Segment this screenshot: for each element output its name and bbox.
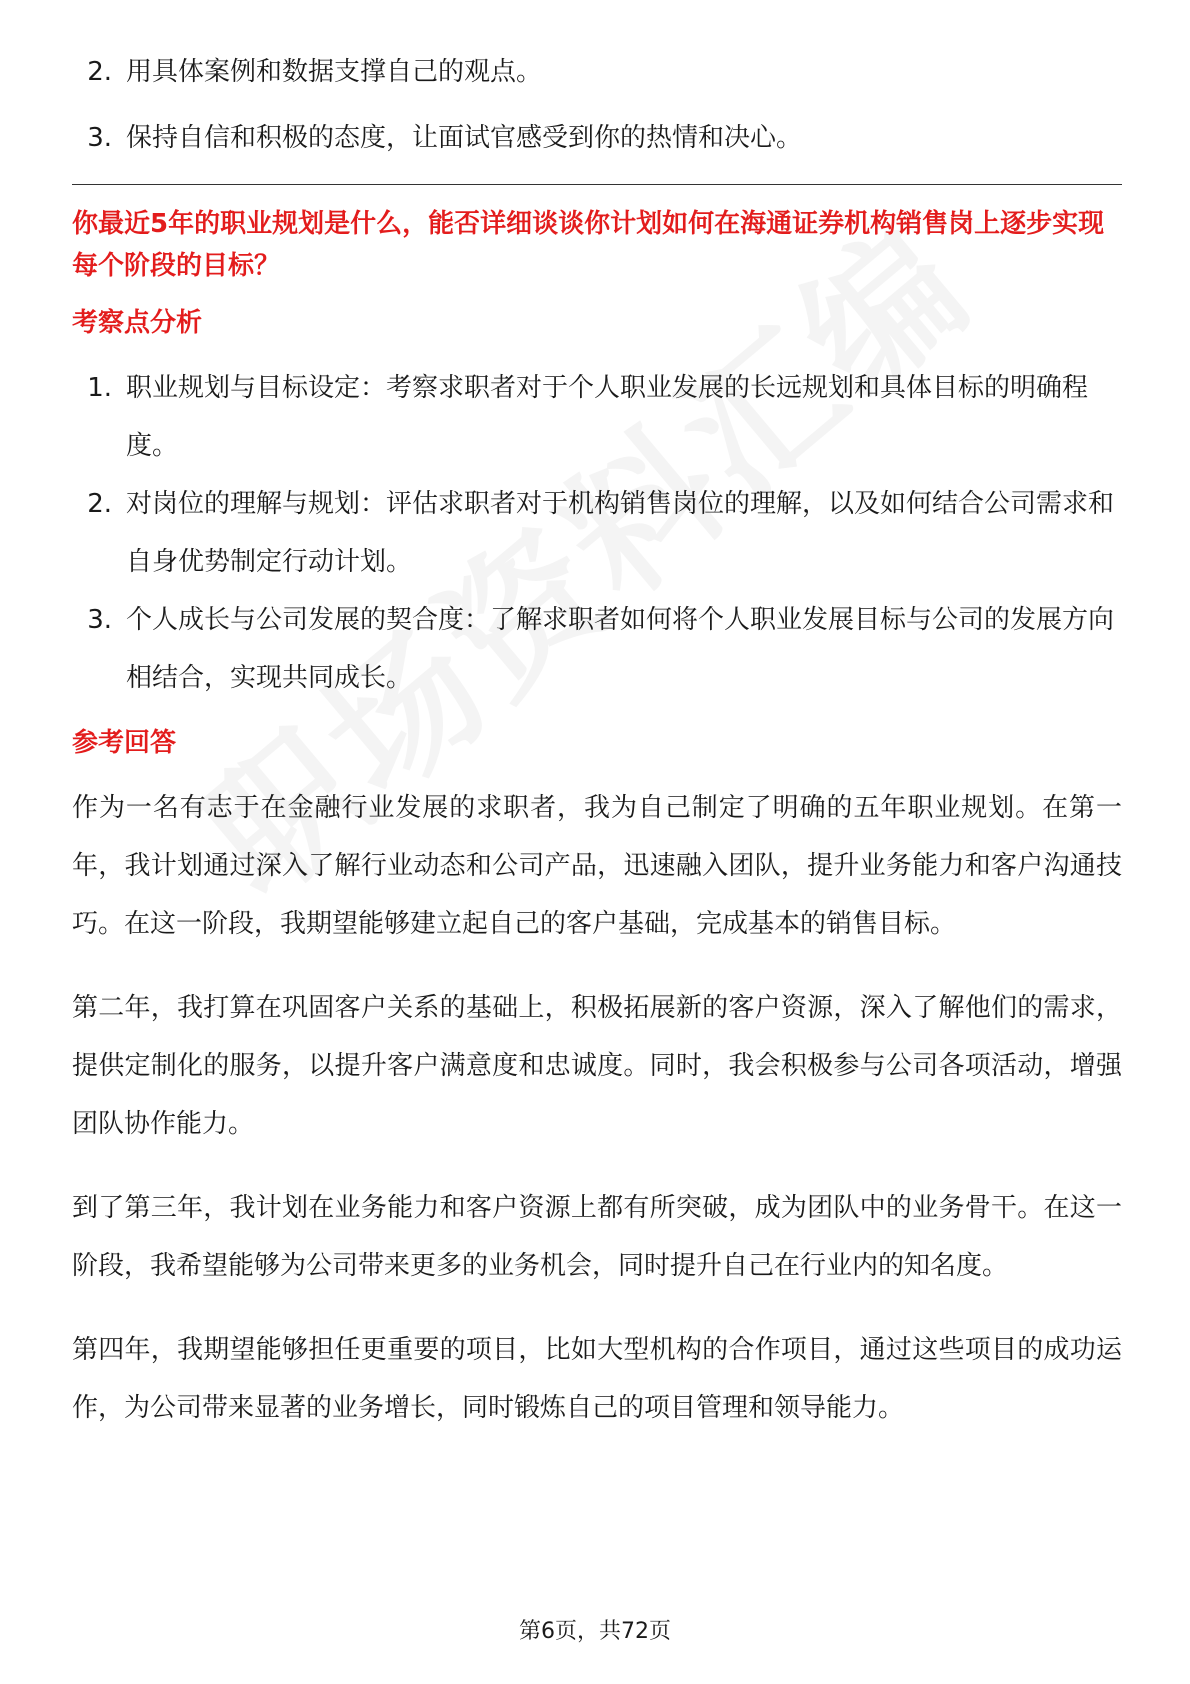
list-text: 职业规划与目标设定：考察求职者对于个人职业发展的长远规划和具体目标的明确程度。 bbox=[126, 373, 1089, 461]
answer-paragraph: 第四年，我期望能够担任更重要的项目，比如大型机构的合作项目，通过这些项目的成功运作，为公司带来显著的业务增长，同时锻炼自己的项目管理和领导能力。 bbox=[72, 1335, 1122, 1423]
page-content bbox=[72, 52, 1122, 1463]
page-number: 第6页，共72页 bbox=[519, 1619, 671, 1644]
answer-paragraph: 第二年，我打算在巩固客户关系的基础上，积极拓展新的客户资源，深入了解他们的需求，提供定制化的服务，以提升客户满意度和忠诚度。同时，我会积极参与公司各项活动，增强团队协作能力。 bbox=[72, 993, 1122, 1139]
list-item bbox=[72, 52, 1122, 92]
list-item bbox=[72, 591, 1122, 707]
answer-paragraph: 作为一名有志于在金融行业发展的求职者，我为自己制定了明确的五年职业规划。在第一年，我计划通过深入了解行业动态和公司产品，迅速融入团队，提升业务能力和客户沟通技巧。在这一阶段，我期望能够建立起自己的客户基础，完成基本的销售目标。 bbox=[72, 793, 1122, 939]
list-number: 1. bbox=[87, 373, 112, 403]
list-number: 3. bbox=[87, 123, 112, 153]
analysis-list bbox=[72, 359, 1122, 707]
list-text: 个人成长与公司发展的契合度：了解求职者如何将个人职业发展目标与公司的发展方向相结合，实现共同成长。 bbox=[126, 605, 1115, 693]
answer-paragraph: 到了第三年，我计划在业务能力和客户资源上都有所突破，成为团队中的业务骨干。在这一阶段，我希望能够为公司带来更多的业务机会，同时提升自己在行业内的知名度。 bbox=[72, 1193, 1122, 1281]
list-number: 2. bbox=[87, 57, 112, 87]
list-text: 对岗位的理解与规划：评估求职者对于机构销售岗位的理解，以及如何结合公司需求和自身优势制定行动计划。 bbox=[126, 489, 1115, 577]
list-item bbox=[72, 475, 1122, 591]
list-text: 用具体案例和数据支撑自己的观点。 bbox=[126, 57, 543, 87]
list-text: 保持自信和积极的态度，让面试官感受到你的热情和决心。 bbox=[126, 123, 803, 153]
list-item bbox=[72, 118, 1122, 158]
interview-question: 你最近5年的职业规划是什么，能否详细谈谈你计划如何在海通证券机构销售岗上逐步实现每个阶段的目标？ bbox=[72, 209, 1105, 281]
answer-heading: 参考回答 bbox=[72, 728, 177, 758]
section-divider bbox=[72, 184, 1122, 185]
analysis-heading: 考察点分析 bbox=[72, 308, 203, 338]
list-number: 2. bbox=[87, 489, 112, 519]
list-number: 3. bbox=[87, 605, 112, 635]
list-item bbox=[72, 359, 1122, 475]
previous-tips-list bbox=[72, 52, 1122, 158]
